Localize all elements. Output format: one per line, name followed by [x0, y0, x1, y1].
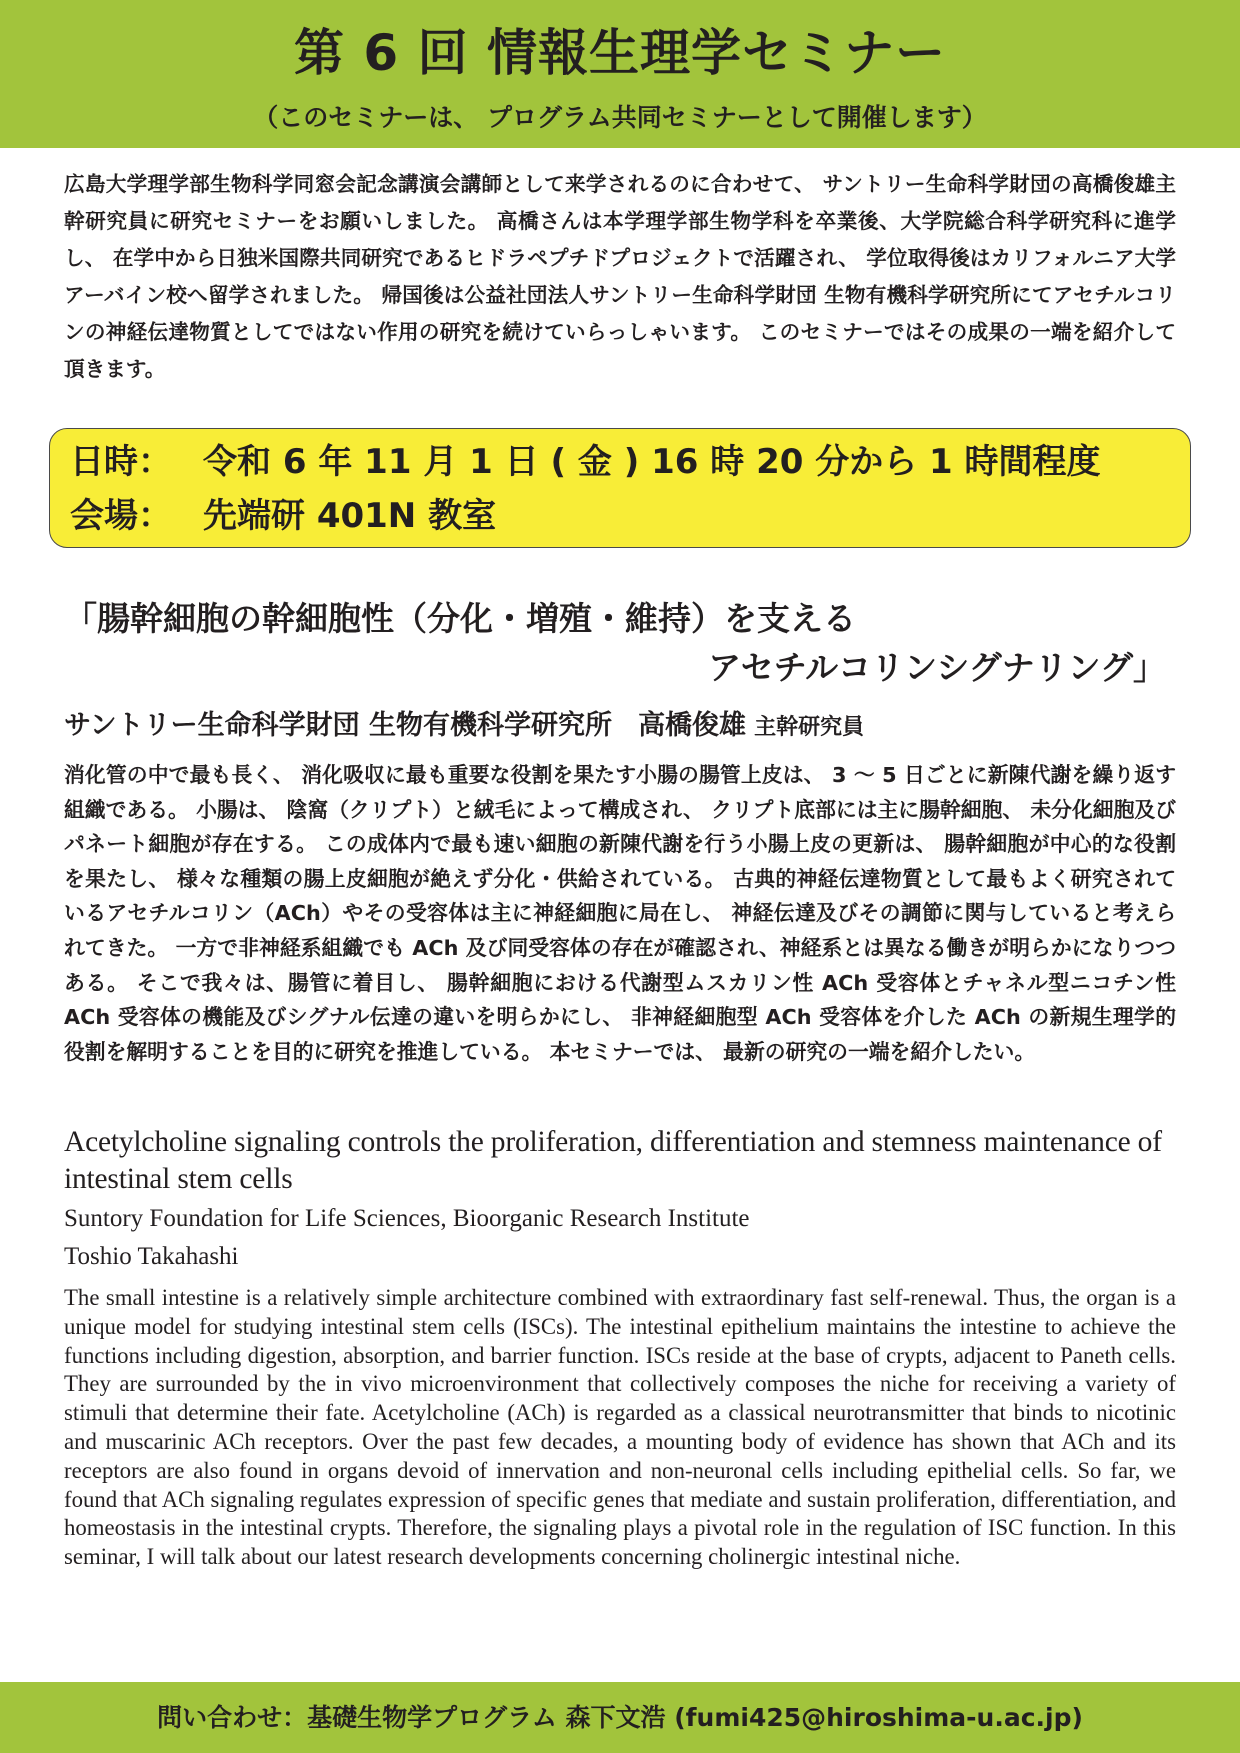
en-talk-title: Acetylcholine signaling controls the proliferation, differentiation and stemness maintenance of intestinal stem cells — [64, 1126, 1162, 1195]
intro-paragraph: 広島大学理学部生物科学同窓会記念講演会講師として来学されるのに合わせて、 サントリー生命科学財団の高橋俊雄主幹研究員に研究セミナーをお願いしました。 高橋さんは本学理学部生物学科を卒業後、大学院総合科学研究科に進学し、 在学中から日独米国際共同研究であるヒドラペプチドプロジェクトで活躍され、 学位取得後はカリフォルニア大学アーバイン校へ留学されました。 帰国後は公益社団法人サントリー生命科学財団 生物有機科学研究所にてアセチルコリンの神経伝達物質としてではない作用の研究を続けていらっしゃいます。 このセミナーではその成果の一端を紹介して頂きます。 — [64, 172, 1176, 381]
event-info-box — [49, 428, 1191, 548]
datetime-row — [70, 440, 1101, 484]
en-affiliation: Suntory Foundation for Life Sciences, Bioorganic Research Institute — [64, 1205, 750, 1232]
jp-speaker-name: 高橋俊雄 — [638, 710, 747, 741]
jp-talk-title-line2: アセチルコリンシグナリング」 — [708, 648, 1166, 687]
jp-speaker-role: 主幹研究員 — [754, 715, 865, 740]
venue-row — [70, 494, 496, 538]
datetime-label: 日時： — [70, 442, 172, 482]
datetime-value: 令和 6 年 11 月 1 日 ( 金 ) 16 時 20 分から 1 時間程度 — [203, 442, 1101, 482]
seminar-title: 第 6 回 情報生理学セミナー — [293, 24, 946, 82]
jp-talk-title-line1: 「腸幹細胞の幹細胞性（分化・増殖・維持）を支える — [64, 599, 856, 638]
en-abstract: The small intestine is a relatively simple architecture combined with extraordinary fast self-renewal. Thus, the organ is a unique model for studying intestinal stem cells (ISCs). The intestinal epithelium maintains the intestine to achieve the functions including digestion, absorption, and barrier function. ISCs reside at the base of crypts, adjacent to Paneth cells. They are surrounded by the in vivo microenvironment that collectively composes the niche for receiving a variety of stimuli that determine their fate. Acetylcholine (ACh) is regarded as a classical neurotransmitter that binds to nicotinic and muscarinic ACh receptors. Over the past few decades, a mounting body of evidence has shown that ACh and its receptors are also found in organs devoid of innervation and non-neuronal cells including epithelial cells. So far, we found that ACh signaling regulates expression of specific genes that mediate and sustain proliferation, differentiation, and homeostasis in the intestinal crypts. Therefore, the signaling plays a pivotal role in the regulation of ISC function. In this seminar, I will talk about our latest research developments concerning cholinergic intestinal niche. — [64, 1285, 1176, 1570]
jp-speaker-line — [64, 706, 1176, 748]
venue-label: 会場： — [70, 496, 172, 536]
seminar-subtitle: （このセミナーは、 プログラム共同セミナーとして開催します） — [253, 103, 987, 132]
jp-abstract: 消化管の中で最も長く、 消化吸収に最も重要な役割を果たす小腸の腸管上皮は、 3 ～ 5 日ごとに新陳代謝を繰り返す組織である。 小腸は、 陰窩（クリプト）と絨毛によって構成され、 クリプト底部には主に腸幹細胞、 未分化細胞及びパネート細胞が存在する。 この成体内で最も速い細胞の新陳代謝を行う小腸上皮の更新は、 腸幹細胞が中心的な役割を果たし、 様々な種類の腸上皮細胞が絶えず分化・供給されている。 古典的神経伝達物質として最もよく研究されているアセチルコリン（ACh）やその受容体は主に神経細胞に局在し、 神経伝達及びその調節に関与していると考えられてきた。 一方で非神経系組織でも ACh 及び同受容体の存在が確認され、神経系とは異なる働きが明らかになりつつある。 そこで我々は、腸管に着目し、 腸幹細胞における代謝型ムスカリン性 ACh 受容体とチャネル型ニコチン性 ACh 受容体の機能及びシグナル伝達の違いを明らかにし、 非神経細胞型 ACh 受容体を介した ACh の新規生理学的役割を解明することを目的に研究を推進している。 本セミナーでは、 最新の研究の一端を紹介したい。 — [64, 763, 1176, 1064]
en-author: Toshio Takahashi — [64, 1243, 239, 1270]
venue-value: 先端研 401N 教室 — [203, 496, 497, 536]
jp-talk-title — [64, 594, 1176, 692]
header-band — [0, 0, 1240, 148]
contact-info: 問い合わせ：基礎生物学プログラム 森下文浩 (fumi425@hiroshima-u.ac.jp) — [157, 1703, 1083, 1732]
footer-band — [0, 1682, 1240, 1753]
jp-speaker-affiliation: サントリー生命科学財団 生物有機科学研究所 — [64, 710, 613, 741]
